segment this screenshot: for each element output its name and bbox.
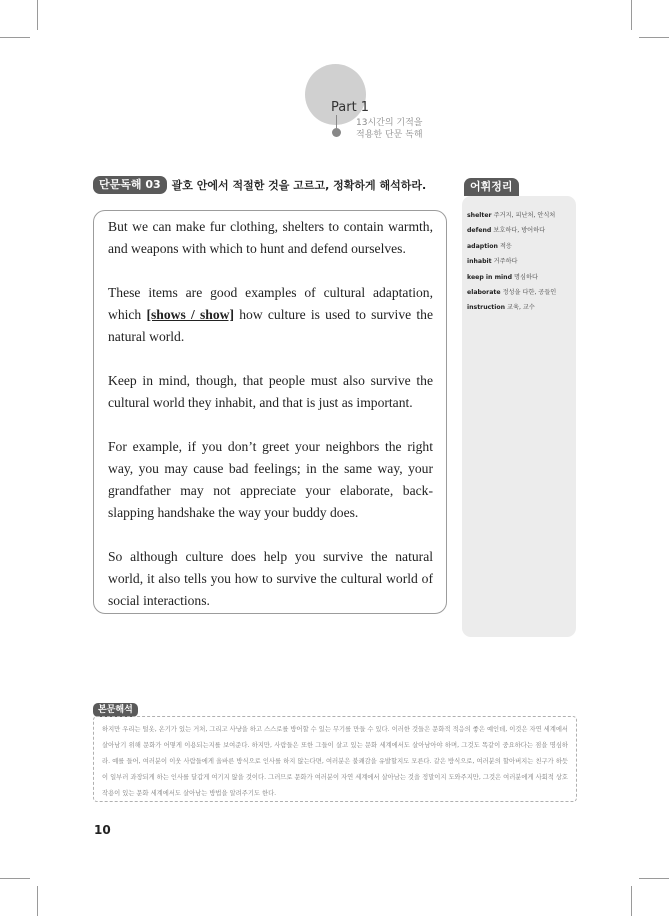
crop-mark xyxy=(639,878,669,879)
passage-box xyxy=(93,210,447,614)
passage-paragraph-5: So although culture does help you survive the natural world, it also tells you how to survive the cultural world of social interactions. xyxy=(108,549,433,608)
crop-mark xyxy=(0,878,30,879)
grammar-choice: [shows / show] xyxy=(146,307,234,322)
vocab-item: keep in mind 명심하다 xyxy=(467,273,538,281)
passage-paragraph-2 xyxy=(108,282,433,348)
translation-box: 하지만 우리는 털옷, 온기가 있는 거처, 그리고 사냥을 하고 스스로를 방어할 수 있는 무기를 만들 수 있다. 이러한 것들은 문화적 적응의 좋은 예인데, 이것은 자연 세계에서 살아남기 위해 문화가 어떻게 이용되는지를 보여준다. 하지만, 사람들은 또한 그들이 살고 있는 문화 세계에서도 살아남아야 하며, 그것도 똑같이 중요하다는 점을 명심하라. 예를 들어, 여러분이 이웃 사람들에게 올바른 방식으로 인사를 하지 않는다면, 여러분은 불쾌감을 유발할지도 모른다. 같은 방식으로, 여러분의 할아버지는 친구가 하듯이 일부러 과장되게 하는 인사를 달갑게 여기지 않을 것이다. 그러므로 문화가 여러분이 자연 세계에서 살아남는 것을 정말이지 도와주지만, 그것은 여러분에게 사회적 상호작용이 있는 문화 세계에서도 살아남는 방법을 알려주기도 한다. xyxy=(93,716,577,802)
translation-badge: 본문해석 xyxy=(93,703,138,717)
section-heading xyxy=(93,176,426,194)
section-badge: 단문독해 03 xyxy=(93,176,167,194)
crop-mark xyxy=(37,886,38,916)
vocab-item: adaption 적응 xyxy=(467,242,512,250)
passage-paragraph-4: For example, if you don’t greet your neighbors the right way, you may cause bad feelings; in the same way, your grandfather may not appreciate your elaborate, back-slapping handshake the way your buddy does. xyxy=(108,439,433,520)
section-instruction: 괄호 안에서 적절한 것을 고르고, 정확하게 해석하라. xyxy=(171,179,427,192)
passage-paragraph-1: But we can make fur clothing, shelters to contain warmth, and weapons with which to hunt and defend ourselves. xyxy=(108,219,433,256)
part-connector-dot xyxy=(332,128,341,137)
vocab-list xyxy=(467,208,575,316)
passage-paragraph-2-before: These items are good examples of cultural adaptation, which xyxy=(108,285,433,322)
vocab-item: instruction 교육, 교수 xyxy=(467,304,535,312)
crop-mark xyxy=(0,37,30,38)
part-title: Part 1 xyxy=(331,100,370,115)
vocab-item: shelter 주거지, 피난처, 안식처 xyxy=(467,212,556,219)
passage-paragraph-2-after: how culture is used to survive the natural world. xyxy=(108,307,433,344)
part-subtitle xyxy=(356,117,446,141)
vocab-title: 어휘정리 xyxy=(464,178,519,196)
crop-mark xyxy=(631,0,632,30)
part-subtitle-line1: 13시간의 기적을 xyxy=(356,118,423,128)
vocab-item: elaborate 정성을 다한, 공들인 xyxy=(467,289,557,297)
page-number: 10 xyxy=(94,823,111,837)
part-subtitle-line2: 적용한 단문 독해 xyxy=(356,130,423,140)
vocab-item: defend 보호하다, 방어하다 xyxy=(467,227,546,235)
passage-paragraph-3: Keep in mind, though, that people must also survive the cultural world they inhabit, and that is just as important. xyxy=(108,373,433,410)
crop-mark xyxy=(639,37,669,38)
crop-mark xyxy=(631,886,632,916)
vocab-item: inhabit 거주하다 xyxy=(467,258,518,266)
crop-mark xyxy=(37,0,38,30)
